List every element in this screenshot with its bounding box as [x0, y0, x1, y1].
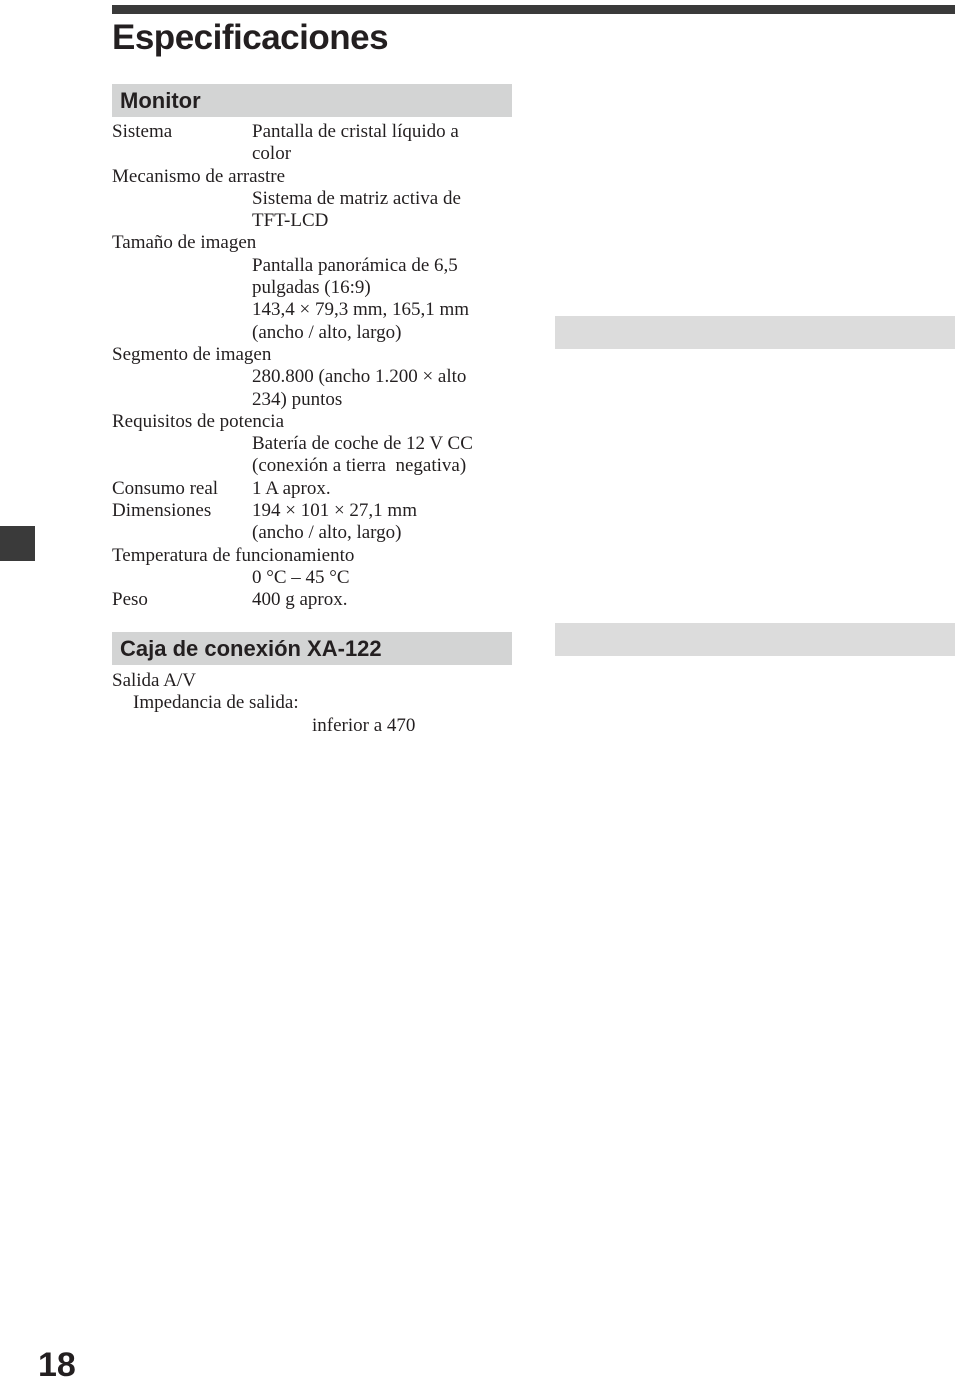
- caja-specs: [112, 670, 512, 737]
- spec-row-salida-av: [112, 670, 512, 692]
- spec-row-continuation: [112, 433, 512, 455]
- spec-row-continuation: [112, 210, 512, 232]
- top-rule: [112, 5, 955, 14]
- spec-row-continuation: [112, 299, 512, 321]
- spec-value: color: [252, 143, 292, 165]
- spec-row-continuation: [112, 366, 512, 388]
- spec-sublabel: Impedancia de salida:: [133, 692, 299, 714]
- spec-row-peso: [112, 589, 512, 611]
- page-title: Especificaciones: [112, 18, 389, 57]
- spec-row-continuation: [112, 188, 512, 210]
- spec-value: Pantalla panorámica de 6,5: [252, 254, 458, 276]
- spec-row-continuation: [112, 143, 512, 165]
- spec-value: 280.800 (ancho 1.200 × alto: [252, 366, 467, 388]
- spec-value: inferior a 470: [312, 714, 416, 736]
- spec-row-continuation: [112, 389, 512, 411]
- spec-label: Peso: [112, 589, 148, 611]
- spec-row-impedancia: [112, 692, 512, 714]
- spec-value: 400 g aprox.: [252, 589, 348, 611]
- spec-row-dimensiones: [112, 500, 512, 522]
- spec-label: Tamaño de imagen: [112, 232, 257, 254]
- spec-value: (conexión a tierra negativa): [252, 455, 467, 477]
- spec-row-segmento: [112, 344, 512, 366]
- spec-row-continuation: [112, 715, 512, 737]
- section-tab-marker: [0, 526, 35, 561]
- spec-row-mecanismo: [112, 166, 512, 188]
- spec-value: pulgadas (16:9): [252, 277, 371, 299]
- spec-label: Sistema: [112, 121, 173, 142]
- spec-row-continuation: [112, 255, 512, 277]
- spec-row-temperatura: [112, 545, 512, 567]
- spec-value: TFT-LCD: [252, 210, 329, 232]
- spec-label: Mecanismo de arrastre: [112, 165, 286, 187]
- spec-value: 1 A aprox.: [252, 477, 331, 499]
- spec-row-continuation: [112, 567, 512, 589]
- section-header-monitor: Monitor: [112, 84, 512, 117]
- spec-value: 234) puntos: [252, 388, 343, 410]
- spec-label: Requisitos de potencia: [112, 410, 285, 432]
- spec-value: 0 °C – 45 °C: [252, 566, 350, 588]
- spec-row-continuation: [112, 522, 512, 544]
- spec-label: Salida A/V: [112, 670, 196, 691]
- spec-label: Segmento de imagen: [112, 343, 272, 365]
- spec-row-requisitos: [112, 411, 512, 433]
- spec-label: Temperatura de funcionamiento: [112, 544, 355, 566]
- spec-value: Sistema de matriz activa de: [252, 187, 461, 209]
- page-number: 18: [38, 1346, 76, 1384]
- spec-value: 194 × 101 × 27,1 mm: [252, 500, 417, 522]
- spec-row-tamano: [112, 232, 512, 254]
- spec-value: (ancho / alto, largo): [252, 522, 402, 544]
- spec-value: (ancho / alto, largo): [252, 321, 402, 343]
- spec-row-continuation: [112, 455, 512, 477]
- spec-value: 143,4 × 79,3 mm, 165,1 mm: [252, 299, 470, 321]
- spec-row-continuation: [112, 322, 512, 344]
- right-column-band-bottom: [555, 623, 955, 656]
- spec-label: Consumo real: [112, 477, 219, 499]
- spec-value: Batería de coche de 12 V CC: [252, 433, 473, 455]
- monitor-specs: [112, 121, 512, 612]
- right-column-band-top: [555, 316, 955, 349]
- spec-row-consumo: [112, 478, 512, 500]
- section-header-caja-conexion: Caja de conexión XA-122: [112, 632, 512, 665]
- spec-value: Pantalla de cristal líquido a: [252, 121, 459, 142]
- spec-row-sistema: [112, 121, 512, 143]
- spec-label: Dimensiones: [112, 500, 212, 522]
- spec-row-continuation: [112, 277, 512, 299]
